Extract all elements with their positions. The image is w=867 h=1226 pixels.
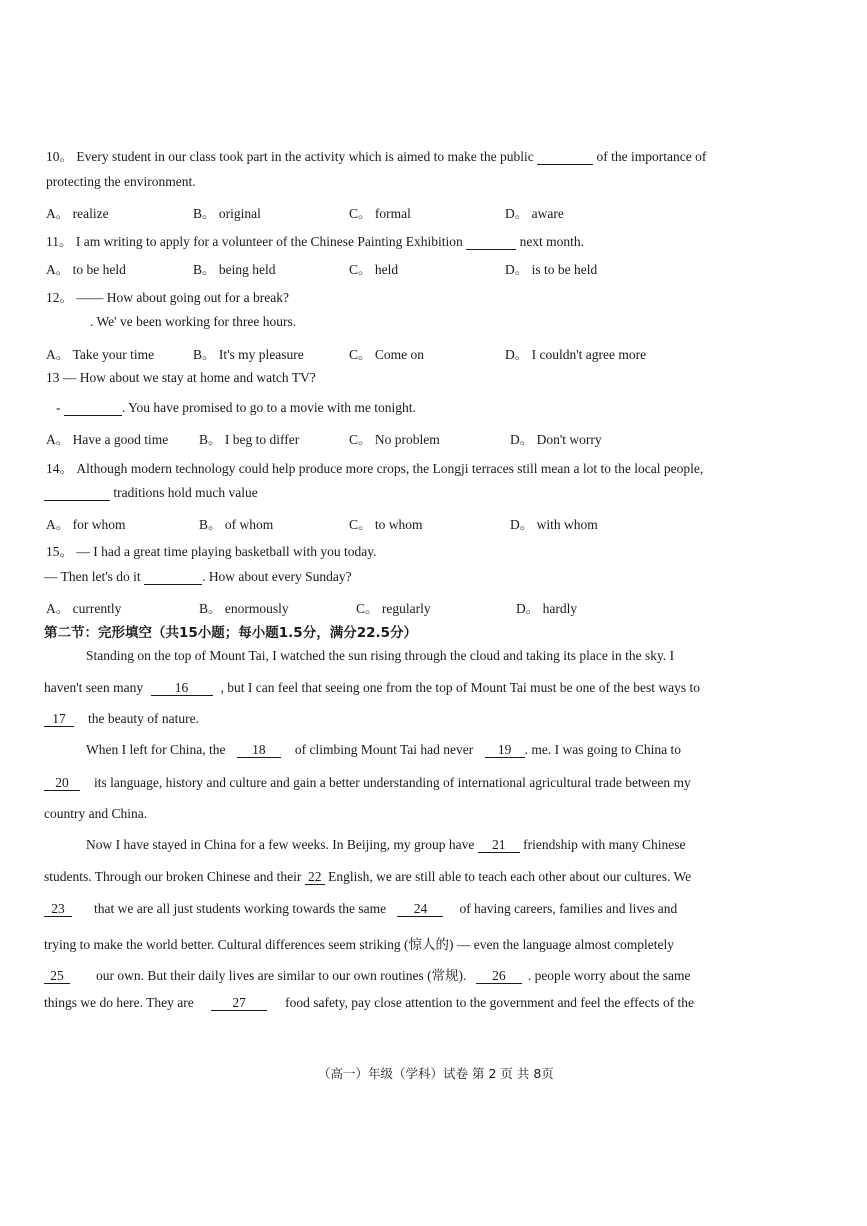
question-13-stem: 13 — How about we stay at home and watch TV? (46, 370, 316, 385)
passage-text: haven't seen many (44, 680, 147, 695)
blank-22: 22 (305, 870, 325, 885)
blank-26: 26 (476, 969, 522, 984)
option-c: C。 No problem (349, 432, 440, 447)
question-14-text-cont: traditions hold much value (110, 485, 258, 500)
question-10-stem-cont: protecting the environment. (46, 174, 196, 189)
answer-blank (64, 401, 122, 416)
option-d: D。 aware (505, 206, 564, 221)
passage-text: students. Through our broken Chinese and their (44, 869, 305, 884)
passage-line (44, 711, 199, 727)
passage-line (44, 901, 677, 917)
option-a: A。 Have a good time (46, 432, 169, 447)
option-d: D。 hardly (516, 601, 578, 616)
question-13-dash: - (56, 400, 64, 415)
passage-text: English, we are still able to teach each other about our cultures. We (324, 869, 692, 884)
passage-text: , but I can feel that seeing one from the top of Mount Tai must be one of the best ways to (220, 680, 700, 695)
passage-line (44, 995, 694, 1011)
question-15-text: — Then let's do it (44, 569, 145, 584)
question-10-text-cont: of the importance of (593, 149, 707, 164)
option-a: A。 realize (46, 206, 109, 221)
blank-16: 16 (151, 681, 213, 696)
blank-25: 25 (44, 969, 70, 984)
passage-text: food safety, pay close attention to the government and feel the effects of the (285, 995, 695, 1010)
option-d: D。 is to be held (505, 262, 598, 277)
option-b: B。 of whom (199, 517, 274, 532)
question-11-stem (46, 230, 584, 250)
option-b: B。 I beg to differ (199, 432, 300, 447)
question-14-stem: 14。 Although modern technology could help produce more crops, the Longji terraces still mean a lot to the local people, (46, 461, 704, 476)
passage-text: Now I have stayed in China for a few weeks. In Beijing, my group have (86, 837, 478, 852)
answer-blank (44, 486, 110, 501)
option-c: C。 held (349, 262, 399, 277)
question-10-stem (46, 145, 706, 165)
option-c: C。 Come on (349, 347, 425, 362)
passage-line (86, 837, 686, 853)
option-a: A。 to be held (46, 262, 126, 277)
passage-text: . people worry about the same (527, 968, 691, 983)
blank-18: 18 (237, 743, 281, 758)
question-15-text-cont: . How about every Sunday? (202, 569, 352, 584)
blank-20: 20 (44, 776, 80, 791)
passage-text: When I left for China, the (86, 742, 229, 757)
passage-line (44, 680, 700, 696)
passage-text: friendship with many Chinese (519, 837, 686, 852)
question-11-text: 11。 I am writing to apply for a volunteer of the Chinese Painting Exhibition (46, 234, 467, 249)
passage-text: of having careers, families and lives and (459, 901, 678, 916)
option-b: B。 enormously (199, 601, 289, 616)
blank-27: 27 (211, 996, 267, 1011)
answer-blank (144, 570, 202, 585)
passage-text: that we are all just students working towards the same (94, 901, 390, 916)
option-a: A。 for whom (46, 517, 126, 532)
passage-line (86, 742, 681, 758)
passage-line (44, 964, 691, 984)
blank-19: 19 (485, 743, 525, 758)
blank-21: 21 (478, 838, 520, 853)
passage-line (44, 869, 691, 885)
question-15-stem: 15。 — I had a great time playing basketball with you today. (46, 544, 377, 559)
option-c: C。 formal (349, 206, 411, 221)
answer-blank (466, 235, 516, 250)
option-d: D。 with whom (510, 517, 598, 532)
passage-line: trying to make the world better. Cultural differences seem striking (惊人的) — even the language almost completely (44, 937, 674, 952)
passage-text: . me. I was going to China to (524, 742, 681, 757)
blank-24: 24 (397, 902, 443, 917)
page-footer: （高一）年级（学科）试卷 第 2 页 共 8页 (318, 1066, 554, 1081)
answer-blank (537, 150, 593, 165)
blank-23: 23 (44, 902, 72, 917)
passage-text: its language, history and culture and gain a better understanding of international agricultural trade between my (94, 775, 691, 790)
section-heading: 第二节：完形填空（共15小题；每小题1.5分，满分22.5分） (44, 625, 418, 641)
question-12-stem: 12。 —— How about going out for a break? (46, 290, 289, 305)
option-d: D。 Don't worry (510, 432, 602, 447)
question-14-stem-cont (44, 485, 258, 501)
question-11-text-cont: next month. (516, 234, 585, 249)
passage-text: our own. But their daily lives are similar to our own routines (常规). (96, 968, 470, 983)
passage-text: the beauty of nature. (88, 711, 199, 726)
option-b: B。 being held (193, 262, 276, 277)
question-12-stem-cont: . We' ve been working for three hours. (90, 314, 297, 329)
option-b: B。 It's my pleasure (193, 347, 304, 362)
passage-text: of climbing Mount Tai had never (294, 742, 477, 757)
option-c: C。 regularly (356, 601, 431, 616)
option-c: C。 to whom (349, 517, 423, 532)
passage-line (44, 775, 691, 791)
option-d: D。 I couldn't agree more (505, 347, 647, 362)
option-a: A。 currently (46, 601, 122, 616)
option-a: A。 Take your time (46, 347, 155, 362)
passage-line: country and China. (44, 806, 148, 821)
option-b: B。 original (193, 206, 261, 221)
question-10-text: 10。 Every student in our class took part in the activity which is aimed to make the public (46, 149, 538, 164)
question-13-text-cont: . You have promised to go to a movie with me tonight. (121, 400, 416, 415)
question-15-stem-cont (44, 569, 352, 585)
blank-17: 17 (44, 712, 74, 727)
question-13-stem-cont (56, 400, 416, 416)
passage-text: things we do here. They are (44, 995, 198, 1010)
passage-line: Standing on the top of Mount Tai, I watched the sun rising through the cloud and taking its place in the sky. I (86, 648, 675, 663)
